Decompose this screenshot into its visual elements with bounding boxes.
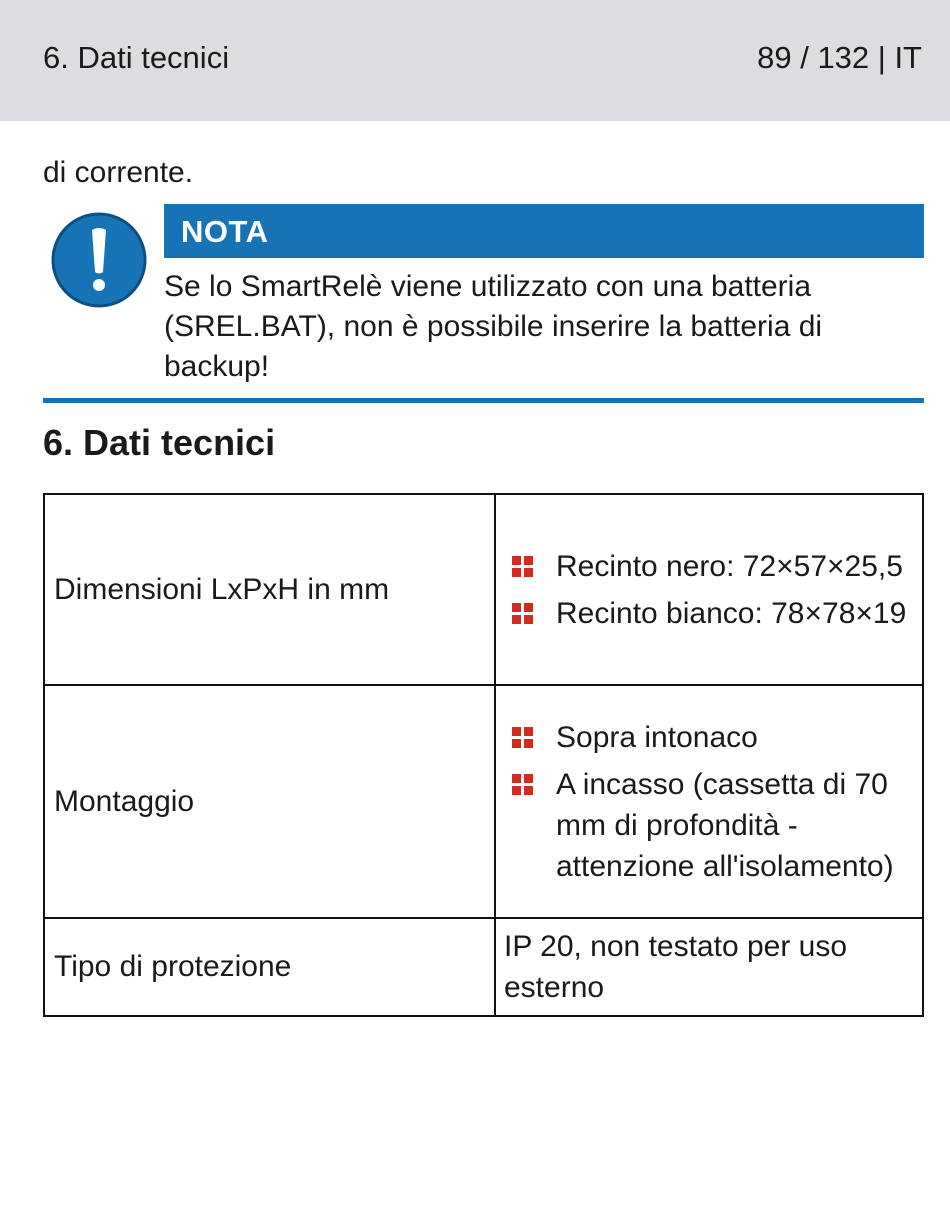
red-square-bullet-icon	[512, 727, 534, 749]
list-item	[504, 593, 914, 634]
note-divider	[43, 398, 924, 403]
header-section-title: 6. Dati tecnici	[43, 40, 230, 75]
table-cell-label: Tipo di protezione	[44, 918, 495, 1016]
list-item-text: Recinto nero: 72×57×25,5	[556, 549, 903, 583]
table-row	[44, 918, 923, 1016]
list-item-text: Sopra intonaco	[556, 720, 758, 754]
table-row	[44, 494, 923, 685]
bullet-list	[504, 717, 914, 887]
technical-data-table	[43, 493, 924, 1017]
red-square-bullet-icon	[512, 774, 534, 796]
page-number: 89 / 132 | IT	[757, 40, 922, 75]
note-title: NOTA	[181, 214, 269, 249]
continuation-text: di corrente.	[43, 156, 194, 189]
list-item-text: A incasso (cassetta di 70 mm di profondità - attenzione all'isolamento)	[556, 767, 894, 883]
table-cell-label: Montaggio	[44, 685, 495, 918]
table-cell-value	[495, 685, 923, 918]
table-cell-value: IP 20, non testato per uso esterno	[495, 918, 923, 1016]
table-row	[44, 685, 923, 918]
red-square-bullet-icon	[512, 556, 534, 578]
exclamation-icon	[51, 212, 147, 308]
table-cell-label: Dimensioni LxPxH in mm	[44, 494, 495, 685]
red-square-bullet-icon	[512, 603, 534, 625]
list-item	[504, 764, 914, 887]
list-item	[504, 717, 914, 758]
note-text: Se lo SmartRelè viene utilizzato con una batteria (SREL.BAT), non è possibile inserire la batteria di backup!	[164, 270, 823, 383]
table-cell-value	[495, 494, 923, 685]
list-item-text: Recinto bianco: 78×78×19	[556, 596, 907, 630]
page-header	[0, 0, 950, 121]
note-header-bar	[164, 204, 924, 258]
section-heading: 6. Dati tecnici	[43, 422, 276, 463]
bullet-list	[504, 546, 914, 634]
list-item	[504, 546, 914, 587]
